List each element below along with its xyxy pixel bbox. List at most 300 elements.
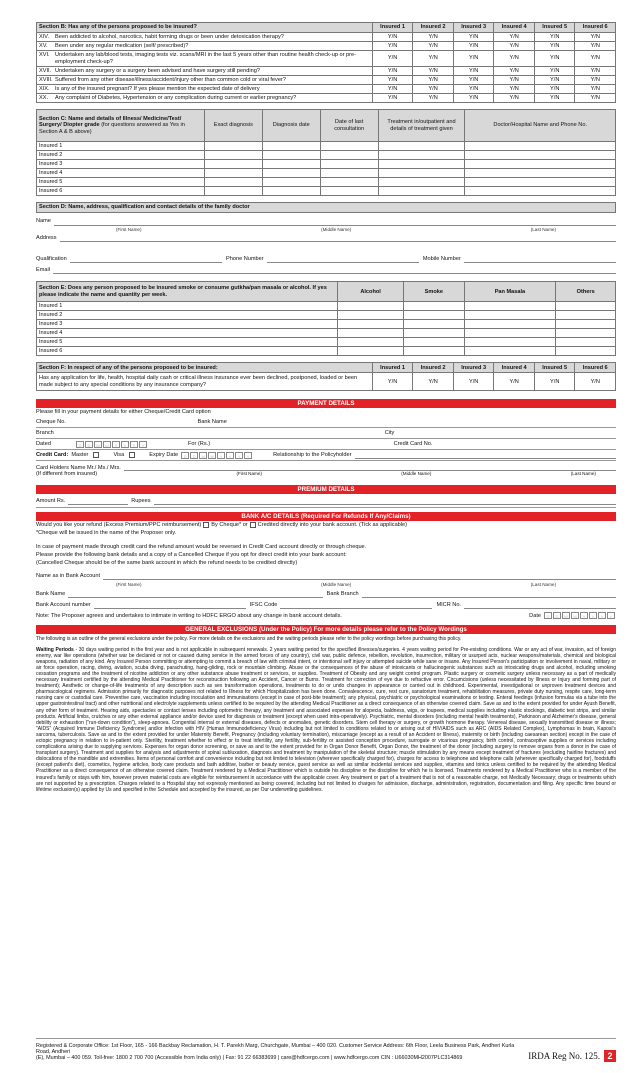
bank-acct-label: Bank Account number	[36, 601, 91, 608]
section-c-row	[37, 169, 616, 178]
question-number: XV.	[39, 42, 48, 49]
section-e-row	[37, 329, 616, 338]
yn-cell[interactable]: Y/N	[372, 51, 413, 67]
detail-cell[interactable]	[378, 160, 465, 169]
expiry-boxes[interactable]	[181, 452, 253, 459]
section-c-subtitle: (for questions answered as Yes in Section A & B above)	[39, 122, 185, 135]
section-d-table	[36, 202, 616, 213]
bank-date-boxes[interactable]	[544, 612, 616, 619]
habit-cell[interactable]	[338, 347, 404, 356]
section-f-table	[36, 362, 616, 391]
f-insured-2: Insured 2	[413, 363, 454, 373]
page-footer	[36, 1038, 616, 1062]
detail-cell[interactable]	[465, 178, 616, 187]
detail-cell[interactable]	[262, 160, 320, 169]
cheque-no-field[interactable]	[69, 418, 198, 426]
date-box[interactable]: M	[199, 452, 207, 459]
detail-cell[interactable]	[204, 187, 262, 196]
bank-details	[36, 521, 616, 621]
habit-cell[interactable]	[338, 338, 404, 347]
yn-cell[interactable]: Y/N	[413, 33, 454, 42]
credited-checkbox[interactable]	[250, 522, 256, 528]
yn-cell[interactable]: Y/N	[575, 42, 616, 51]
habit-cell[interactable]	[556, 311, 616, 320]
visa-checkbox[interactable]	[129, 452, 135, 458]
amount-field[interactable]	[68, 497, 128, 505]
yn-cell[interactable]: Y/N	[494, 85, 535, 94]
bank-branch-field[interactable]	[362, 590, 616, 598]
yn-cell[interactable]: Y/N	[494, 76, 535, 85]
f-yn-3[interactable]: Y/N	[453, 373, 494, 391]
card-holder-hint: (If different from insured)	[36, 471, 98, 478]
detail-cell[interactable]	[320, 178, 378, 187]
doctor-mobile-field[interactable]	[464, 255, 616, 263]
col-last-consultation: Date of last consultation	[320, 110, 378, 142]
insured-1-header: Insured 1	[372, 23, 413, 33]
detail-cell[interactable]	[204, 151, 262, 160]
date-box[interactable]: Y	[226, 452, 234, 459]
question-number: XIV.	[39, 33, 50, 40]
insured-3-header: Insured 3	[453, 23, 494, 33]
last-name-hint: (Last Name)	[530, 227, 556, 232]
dated-label: Dated	[36, 441, 51, 448]
date-box[interactable]: D	[85, 441, 93, 448]
doctor-address-field[interactable]	[60, 234, 616, 242]
habit-cell[interactable]	[404, 338, 464, 347]
yn-cell[interactable]: Y/N	[453, 42, 494, 51]
bank-bankname-field[interactable]	[68, 590, 322, 598]
yn-cell[interactable]: Y/N	[413, 94, 454, 103]
question-number: XX.	[39, 94, 49, 101]
yn-cell[interactable]: Y/N	[453, 76, 494, 85]
f-insured-3: Insured 3	[453, 363, 494, 373]
insured-6-header: Insured 6	[575, 23, 616, 33]
irda-reg: IRDA Reg No. 125.	[528, 1051, 600, 1062]
refund-question: Would you like your refund (Excess Premium/PPC reimbursement)	[36, 522, 202, 529]
yn-cell[interactable]: Y/N	[534, 67, 575, 76]
yn-cell[interactable]: Y/N	[372, 67, 413, 76]
section-c-title	[37, 110, 205, 142]
insured-label: Insured 3	[37, 160, 205, 169]
detail-cell[interactable]	[320, 151, 378, 160]
for-rs-label: For (Rs.)	[188, 441, 211, 448]
insured-label: Insured 6	[37, 347, 338, 356]
section-e-row	[37, 347, 616, 356]
insured-label: Insured 4	[37, 169, 205, 178]
footer-address-2: (E), Mumbai – 400 059. Toll-free: 1800 2 700 700 (Accessible from India only) | Fax: 91 22 66383699 | care@hdfcergo.com | www.hdfcergo.com CIN : U66030MH2007PLC314869	[36, 1055, 463, 1062]
date-box[interactable]: Y	[580, 612, 588, 619]
bank-name-as-field[interactable]	[103, 572, 616, 580]
question-number: XVII.	[39, 67, 52, 74]
branch-field[interactable]	[57, 429, 385, 437]
micr-label: MICR No.	[436, 601, 461, 608]
f-yn-2[interactable]: Y/N	[413, 373, 454, 391]
for-rs-field[interactable]	[213, 440, 394, 448]
habit-cell[interactable]	[464, 347, 556, 356]
yn-cell[interactable]: Y/N	[494, 33, 535, 42]
question-text: Been addicted to alcohol, narcotics, habit forming drugs or been under detoxication therapy?	[55, 33, 284, 40]
yn-cell[interactable]: Y/N	[372, 33, 413, 42]
middle-name-hint: (Middle Name)	[321, 227, 352, 232]
ifsc-field[interactable]	[280, 601, 432, 609]
yn-cell[interactable]: Y/N	[372, 94, 413, 103]
f-insured-4: Insured 4	[494, 363, 535, 373]
habit-cell[interactable]	[404, 302, 464, 311]
bank-change-note: Note: The Proposer agrees and undertakes to intimate in writing to HDFC ERGO about any change in bank account details.	[36, 612, 342, 619]
date-box[interactable]: Y	[139, 441, 147, 448]
date-box[interactable]: Y	[130, 441, 138, 448]
section-b-row	[37, 51, 616, 67]
habit-cell[interactable]	[404, 320, 464, 329]
doctor-qualification-label: Qualification	[36, 255, 67, 262]
section-b-question	[37, 76, 373, 85]
cheque-no-label: Cheque No.	[36, 419, 66, 426]
detail-cell[interactable]	[204, 142, 262, 151]
question-number: XIX.	[39, 85, 50, 92]
date-box[interactable]: M	[94, 441, 102, 448]
waiting-periods-heading: Waiting Periods	[36, 646, 74, 653]
yn-cell[interactable]: Y/N	[575, 67, 616, 76]
yn-cell[interactable]: Y/N	[575, 94, 616, 103]
question-text: Undertaken any surgery or a surgery been advised and have surgery still pending?	[55, 67, 260, 74]
date-box[interactable]: D	[190, 452, 198, 459]
yn-cell[interactable]: Y/N	[534, 51, 575, 67]
question-text: Any complaint of Diabetes, Hypertension or any complication during current or earlier pregnancy?	[55, 94, 297, 101]
credited-label: Credited directly into your bank account. (Tick as applicable)	[257, 522, 408, 529]
habit-cell[interactable]	[556, 338, 616, 347]
bank-last-hint: (Last Name)	[530, 581, 556, 587]
relationship-label: Relationship to the Policyholder	[273, 452, 352, 459]
insured-2-header: Insured 2	[413, 23, 454, 33]
yn-cell[interactable]: Y/N	[575, 85, 616, 94]
section-c-row	[37, 142, 616, 151]
section-b-row	[37, 76, 616, 85]
yn-cell[interactable]: Y/N	[575, 33, 616, 42]
section-b-question	[37, 33, 373, 42]
yn-cell[interactable]: Y/N	[453, 85, 494, 94]
section-b-question	[37, 94, 373, 103]
yn-cell[interactable]: Y/N	[534, 94, 575, 103]
doctor-address-label: Address	[36, 234, 57, 241]
detail-cell[interactable]	[204, 160, 262, 169]
section-e-table	[36, 281, 616, 356]
yn-cell[interactable]: Y/N	[453, 67, 494, 76]
doctor-phone-field[interactable]	[267, 255, 419, 263]
credit-card-no-field[interactable]	[435, 440, 616, 448]
detail-cell[interactable]	[465, 160, 616, 169]
insured-label: Insured 2	[37, 151, 205, 160]
detail-cell[interactable]	[320, 142, 378, 151]
detail-cell[interactable]	[465, 142, 616, 151]
detail-cell[interactable]	[465, 169, 616, 178]
section-b-row	[37, 33, 616, 42]
amount-label: Amount Rs.	[36, 497, 66, 504]
page-number: 2	[604, 1050, 616, 1062]
insured-label: Insured 1	[37, 142, 205, 151]
insured-label: Insured 5	[37, 338, 338, 347]
first-name-hint: (First Name)	[116, 227, 142, 232]
yn-cell[interactable]: Y/N	[413, 85, 454, 94]
yn-cell[interactable]: Y/N	[413, 67, 454, 76]
habit-cell[interactable]	[464, 311, 556, 320]
section-c-row	[37, 151, 616, 160]
visa-label: Visa	[113, 452, 125, 459]
detail-cell[interactable]	[378, 142, 465, 151]
detail-cell[interactable]	[378, 187, 465, 196]
col-exact-diagnosis: Exact diagnosis	[204, 110, 262, 142]
yn-cell[interactable]: Y/N	[413, 42, 454, 51]
date-box[interactable]: M	[571, 612, 579, 619]
question-text: Is any of the insured pregnant? If yes please mention the expected date of delivery	[55, 85, 260, 92]
section-b-row	[37, 67, 616, 76]
yn-cell[interactable]: Y/N	[534, 85, 575, 94]
section-f-question: Has any application for life, health, hospital daily cash or critical illness insurance ever been declined, postponed, loaded or been made subject to any special conditions by any insurance company?	[37, 373, 373, 391]
section-d-title: Section D: Name, address, qualification and contact details of the family doctor	[37, 203, 616, 213]
yn-cell[interactable]: Y/N	[534, 76, 575, 85]
credit-card-no-label: Credit Card No.	[393, 441, 433, 448]
f-yn-6[interactable]: Y/N	[575, 373, 616, 391]
f-insured-5: Insured 5	[534, 363, 575, 373]
yn-cell[interactable]: Y/N	[534, 42, 575, 51]
habit-cell[interactable]	[464, 338, 556, 347]
dated-boxes[interactable]	[76, 441, 148, 448]
detail-cell[interactable]	[378, 169, 465, 178]
habit-cell[interactable]	[404, 311, 464, 320]
detail-cell[interactable]	[262, 187, 320, 196]
date-box[interactable]: Y	[121, 441, 129, 448]
date-box[interactable]: Y	[598, 612, 606, 619]
section-b-row	[37, 85, 616, 94]
bank-para-2: Please provide the following bank details and a copy of a Cancelled Cheque if you opt for direct credit into your bank account:	[36, 551, 347, 558]
section-e-title: Section E: Does any person proposed to be insured smoke or consume gutkha/pan masala or alcohol. If yes please indicate the name and quantity per week.	[37, 282, 338, 302]
bank-name-label: Bank Name	[197, 419, 227, 426]
col-treatment: Treatment in/outpatient and details of treatment given	[378, 110, 465, 142]
section-c-table	[36, 109, 616, 196]
date-box[interactable]: D	[553, 612, 561, 619]
yn-cell[interactable]: Y/N	[453, 94, 494, 103]
date-box[interactable]: Y	[589, 612, 597, 619]
insured-label: Insured 5	[37, 178, 205, 187]
detail-cell[interactable]	[320, 160, 378, 169]
f-insured-1: Insured 1	[372, 363, 413, 373]
detail-cell[interactable]	[262, 142, 320, 151]
col-others: Others	[556, 282, 616, 302]
section-b-question	[37, 67, 373, 76]
detail-cell[interactable]	[465, 187, 616, 196]
card-holder-field[interactable]	[124, 463, 616, 471]
holder-last-hint: (Last Name)	[570, 471, 596, 477]
doctor-qualification-field[interactable]	[70, 255, 222, 263]
holder-middle-hint: (Middle Name)	[401, 471, 432, 477]
habit-cell[interactable]	[556, 302, 616, 311]
master-label: Master	[71, 452, 89, 459]
yn-cell[interactable]: Y/N	[413, 51, 454, 67]
habit-cell[interactable]	[338, 329, 404, 338]
section-e-row	[37, 338, 616, 347]
ifsc-label: IFSC Code	[249, 601, 278, 608]
f-yn-4[interactable]: Y/N	[494, 373, 535, 391]
credit-card-type-label: Credit Card:	[36, 452, 69, 459]
detail-cell[interactable]	[320, 169, 378, 178]
f-insured-6: Insured 6	[575, 363, 616, 373]
yn-cell[interactable]: Y/N	[575, 51, 616, 67]
yn-cell[interactable]: Y/N	[413, 76, 454, 85]
section-b-question	[37, 42, 373, 51]
relationship-field[interactable]	[355, 451, 617, 459]
payment-intro: Please fill in your payment details for either Cheque/Credit Card option	[36, 409, 211, 416]
yn-cell[interactable]: Y/N	[372, 42, 413, 51]
holder-first-hint: (First Name)	[236, 471, 262, 477]
section-b-question	[37, 85, 373, 94]
city-label: City	[384, 430, 395, 437]
date-box[interactable]: D	[181, 452, 189, 459]
footer-address-1: Registered & Corporate Office: 1st Floor, 165 - 166 Backbay Reclamation, H. T. Parekh Marg, Churchgate, Mumbai – 400 020. Customer Service Address: 6th Floor, Leela Business Park, Andheri Kurla Road, Andheri	[36, 1043, 515, 1056]
bank-middle-hint: (Middle Name)	[321, 581, 352, 587]
cheque-note: *Cheque will be issued in the name of the Proposer only.	[36, 530, 177, 537]
insured-label: Insured 3	[37, 320, 338, 329]
rupees-field[interactable]	[154, 497, 616, 505]
rupees-label: Rupees	[131, 497, 151, 504]
insured-label: Insured 1	[37, 302, 338, 311]
col-pan-masala: Pan Masala	[464, 282, 556, 302]
insured-label: Insured 6	[37, 187, 205, 196]
section-e-row	[37, 311, 616, 320]
form-page	[0, 22, 638, 1073]
habit-cell[interactable]	[556, 320, 616, 329]
habit-cell[interactable]	[338, 320, 404, 329]
section-c-row	[37, 160, 616, 169]
f-yn-5[interactable]: Y/N	[534, 373, 575, 391]
yn-cell[interactable]: Y/N	[453, 33, 494, 42]
detail-cell[interactable]	[204, 178, 262, 187]
bank-name-as-label: Name as in Bank Account	[36, 573, 101, 580]
col-doctor-hospital: Doctor/Hospital Name and Phone No.	[465, 110, 616, 142]
section-b-row	[37, 42, 616, 51]
detail-cell[interactable]	[320, 187, 378, 196]
col-diagnosis-date: Diagnosis date	[262, 110, 320, 142]
habit-cell[interactable]	[556, 347, 616, 356]
yn-cell[interactable]: Y/N	[494, 51, 535, 67]
question-text: Been under any regular medication (self/ prescribed)?	[55, 42, 189, 49]
habit-cell[interactable]	[404, 329, 464, 338]
doctor-phone-label: Phone Number	[226, 255, 264, 262]
premium-details-header: PREMIUM DETAILS	[36, 485, 616, 494]
date-box[interactable]: Y	[112, 441, 120, 448]
exclusions-text: - 30 days waiting period in the first year and is not applicable in subsequent renewals. 2 years waiting period for the specified illnesses/surgeries. 4 years waiting period for Pre-existing conditions. War or any act of war, invasion, act of foreign enemy, war like operations (whether war be declared or not or caused during service in the armed forces of any country), civil war, public defence, rebellion, revolution, insurrection, military or usurped acts, nuclear weapons/materials, chemical and biological weapons, radiation of any kind. Any Insured Person committing or attempting to commit a breach of law with criminal intent, or intentional self injury or attempted suicide while sane or insane. Any Insured Person's participation or involvement in naval, military or air force operation, racing, diving, aviation, scuba diving, parachuting, hang-gliding, rock or mountain climbing. Abuse or the consequences of the abuse of intoxicants or hallucinogenic substances such as intoxicating drugs and alcohol, including smoking cessation programs and the treatment of nicotine addiction or any other substance abuse treatment or services, or supplies. Treatment of Obesity and any weight control program. Plastic surgery or cosmetic surgery unless necessary as a part of medically necessary treatment certified by the attending Medical Practitioner for reconstruction following an Accident, Cancer or Burns. Treatment for correction of eye due to refractive error. Circumcisions (unless necessitated by Illness or Injury and forming part of treatment); Aesthetic or change-of-life treatments of any description such as sex transformation operations, treatments to do or undo changes in appearance or carried out in childhood. Experimental, investigational or unproven treatment devices and pharmacological regimens. Admission primarily for diagnostic purposes not related to Illness for which Hospitalization has been done. Convalescence, cure, rest cure, sanatorium treatment, rehabilitation measures, private duty nursing, respite care, long-term nursing care or custodial care. Preventive care, vaccination including inoculation and immunisations (except in case of post-bite treatment); any physical, psychiatric or psychological examinations or testing. Enteral feedings (infusion formulas via a tube into the upper gastrointestinal tract) and other nutritional and electrolyte supplements unless certified to be required by the attending Medical Practitioner as a direct consequence of an otherwise covered claim. Save as and to the extent provided for under Ayush Benefit, any other form of treatment. Hearing aids, spectacles or contact lenses including optometric therapy, any treatment and associated expenses for alopecia, baldness, wigs, or toupees, medical supplies including elastic stockings, diabetic test strips, and similar products. Artificial limbs, crutches or any other external appliance and/or device used for diagnosis or treatment (except when used intra-operatively). Psychiatric, mental disorders (including mental health treatments), Parkinson and Alzheimer's disease, general debility or exhaustion ("run-down condition"), sleep-apnoea. Congenital internal or external diseases, defects or anomalies, genetic disorders. Stem cell therapy or surgery, or growth hormone therapy. Venereal disease, sexually transmitted disease or illness; "AIDS" (Acquired Immune Deficiency Syndrome) and/or infection with HIV (Human Immunodeficiency Virus) including but not limited to conditions related to or arising out of HIV/AIDS such as ARC (AIDS Related Complex), Lymphomas in brain, Kaposi's sarcoma, tuberculosis. Save as and to the extent provided for under Maternity Benefit, Pregnancy (including voluntary termination), miscarriage (except as a result of an Accident or Illness), maternity or birth (including caesarean section) except in the case of ectopic pregnancy in relation to in-patient only. Sterility, treatment whether to effect or to treat infertility, any fertility, sub-fertility or assisted conception procedure, surrogate or vicarious pregnancy, birth control, contraceptive supplies or services including complications arising due to supplying services. Expenses for organ donor screening, or save as and to the extent provided for in Organ Donor Benefit, Organ Donor, the treatment of the donor (including surgery to remove organs from a donor in the case of transplant surgery). Treatment and supplies for analysis and adjustments of spinal subluxation, diagnosis and treatment by manipulation of the skeletal structure; muscle stimulation by any means except treatment of fractures (excluding hairline fractures) and dislocations of the mandible and extremities. Items of personal comfort and convenience including but not limited to television (wherever specifically charged for), charges for access to telephone and telephone calls (wherever specifically charged for), foodstuffs (except patient's diet), cosmetics, hygiene articles, body care products and bath additive, barber or beauty service, guest service as well as similar incidental services and supplies, vitamins and tonics unless certified to be required by the attending Medical Practitioner as a direct consequence of an otherwise covered claim. Treatment rendered by a Medical Practitioner which is outside his discipline or the discipline for which he is licensed. Treatments rendered by a Medical Practitioner who is a member of the insured's family or stays with him, however proven material costs are eligible for reimbursement in accordance with the applicable cover. Any treatment or part of a treatment that is not of a reasonable charge, not Medically Necessary; drugs or treatments which are not supported by a prescription. Charges related to a Hospital stay not expressly mentioned as being covered, including but not limited to charges for admission, discharge, administration, registration, documentation and filing. Any specific time bound or lifetime exclusion(s) applied by Us and specified in the Schedule and accepted by the insured, as per Our underwriting guidelines.	[36, 646, 616, 793]
detail-cell[interactable]	[262, 151, 320, 160]
master-checkbox[interactable]	[93, 452, 99, 458]
date-box[interactable]: M	[562, 612, 570, 619]
city-field[interactable]	[397, 429, 616, 437]
insured-4-header: Insured 4	[494, 23, 535, 33]
detail-cell[interactable]	[378, 178, 465, 187]
bank-date-label: Date	[529, 612, 541, 619]
yn-cell[interactable]: Y/N	[372, 85, 413, 94]
bank-acct-field[interactable]	[94, 601, 246, 609]
date-box[interactable]: Y	[235, 452, 243, 459]
yn-cell[interactable]: Y/N	[534, 33, 575, 42]
yn-cell[interactable]: Y/N	[575, 76, 616, 85]
section-f-title: Section F: In respect of any of the persons proposed to be insured:	[37, 363, 373, 373]
doctor-details	[36, 216, 616, 275]
section-b-table	[36, 22, 616, 103]
detail-cell[interactable]	[378, 151, 465, 160]
doctor-email-field[interactable]	[53, 266, 616, 274]
insured-5-header: Insured 5	[534, 23, 575, 33]
section-e-row	[37, 320, 616, 329]
section-b-title: Section B: Has any of the persons proposed to be insured?	[37, 23, 373, 33]
habit-cell[interactable]	[404, 347, 464, 356]
col-alcohol: Alcohol	[338, 282, 404, 302]
bank-bankname-label: Bank Name	[36, 590, 66, 597]
f-yn-1[interactable]: Y/N	[372, 373, 413, 391]
yn-cell[interactable]: Y/N	[494, 67, 535, 76]
detail-cell[interactable]	[204, 169, 262, 178]
branch-label: Branch	[36, 430, 54, 437]
exclusions-header: GENERAL EXCLUSIONS (Under the Policy) For more details please refer to the Policy Wordings	[36, 625, 616, 634]
bank-para-3: (Cancelled Cheque should be of the same bank account in which the refund needs to be credited directly)	[36, 559, 298, 566]
yn-cell[interactable]: Y/N	[494, 94, 535, 103]
section-b-row	[37, 94, 616, 103]
date-box[interactable]: D	[544, 612, 552, 619]
yn-cell[interactable]: Y/N	[453, 51, 494, 67]
detail-cell[interactable]	[262, 169, 320, 178]
bank-name-field[interactable]	[230, 418, 616, 426]
bank-details-header: BANK A/C DETAILS (Required For Refunds If Any/Claims)	[36, 512, 616, 521]
habit-cell[interactable]	[338, 302, 404, 311]
date-box[interactable]: M	[208, 452, 216, 459]
habit-cell[interactable]	[464, 329, 556, 338]
detail-cell[interactable]	[262, 178, 320, 187]
doctor-name-field[interactable]	[54, 218, 616, 226]
date-box[interactable]: Y	[217, 452, 225, 459]
question-text: Undertaken any lab/blood tests, imaging tests viz. scans/MRI in the last 5 years other than routine health check-up or pre-employment check-up?	[55, 52, 356, 65]
bank-first-hint: (First Name)	[116, 581, 142, 587]
section-b-question	[37, 51, 373, 67]
date-box[interactable]: Y	[244, 452, 252, 459]
card-holder-label: Card Holders Name Mr./ Ms./ Mrs.	[36, 464, 121, 471]
doctor-name-label: Name	[36, 218, 51, 225]
question-number: XVIII.	[39, 76, 53, 83]
habit-cell[interactable]	[464, 302, 556, 311]
payment-details-header: PAYMENT DETAILS	[36, 399, 616, 408]
date-box[interactable]: Y	[607, 612, 615, 619]
by-cheque-label: By Cheque* or	[211, 522, 248, 529]
habit-cell[interactable]	[556, 329, 616, 338]
doctor-mobile-label: Mobile Number	[422, 255, 461, 262]
date-box[interactable]: M	[103, 441, 111, 448]
col-smoke: Smoke	[404, 282, 464, 302]
section-e-row	[37, 302, 616, 311]
question-text: Suffered from any other disease/illness/accident/injury other than common cold or viral fever?	[55, 76, 286, 83]
date-box[interactable]: D	[76, 441, 84, 448]
cheque-checkbox[interactable]	[203, 522, 209, 528]
section-c-row	[37, 178, 616, 187]
bank-para-1: In case of payment made through credit card the refund amount would be reversed in Credit Card account directly or through cheque.	[36, 543, 367, 550]
section-c-title-text: Section C: Name and details of Illness/ Medicine/Test/ Surgery/ Diopter grade	[39, 115, 182, 129]
exclusions-intro: The following is an outline of the general exclusions under the policy. For more details on the exclusions and the waiting periods please refer to the policy wordings before purchasing this policy.	[36, 636, 462, 643]
micr-field[interactable]	[464, 601, 616, 609]
insured-label: Insured 4	[37, 329, 338, 338]
habit-cell[interactable]	[464, 320, 556, 329]
yn-cell[interactable]: Y/N	[372, 76, 413, 85]
exclusions-body	[36, 647, 616, 793]
yn-cell[interactable]: Y/N	[494, 42, 535, 51]
habit-cell[interactable]	[338, 311, 404, 320]
detail-cell[interactable]	[465, 151, 616, 160]
bank-branch-label: Bank Branch	[326, 590, 359, 597]
question-number: XVI.	[39, 52, 50, 59]
